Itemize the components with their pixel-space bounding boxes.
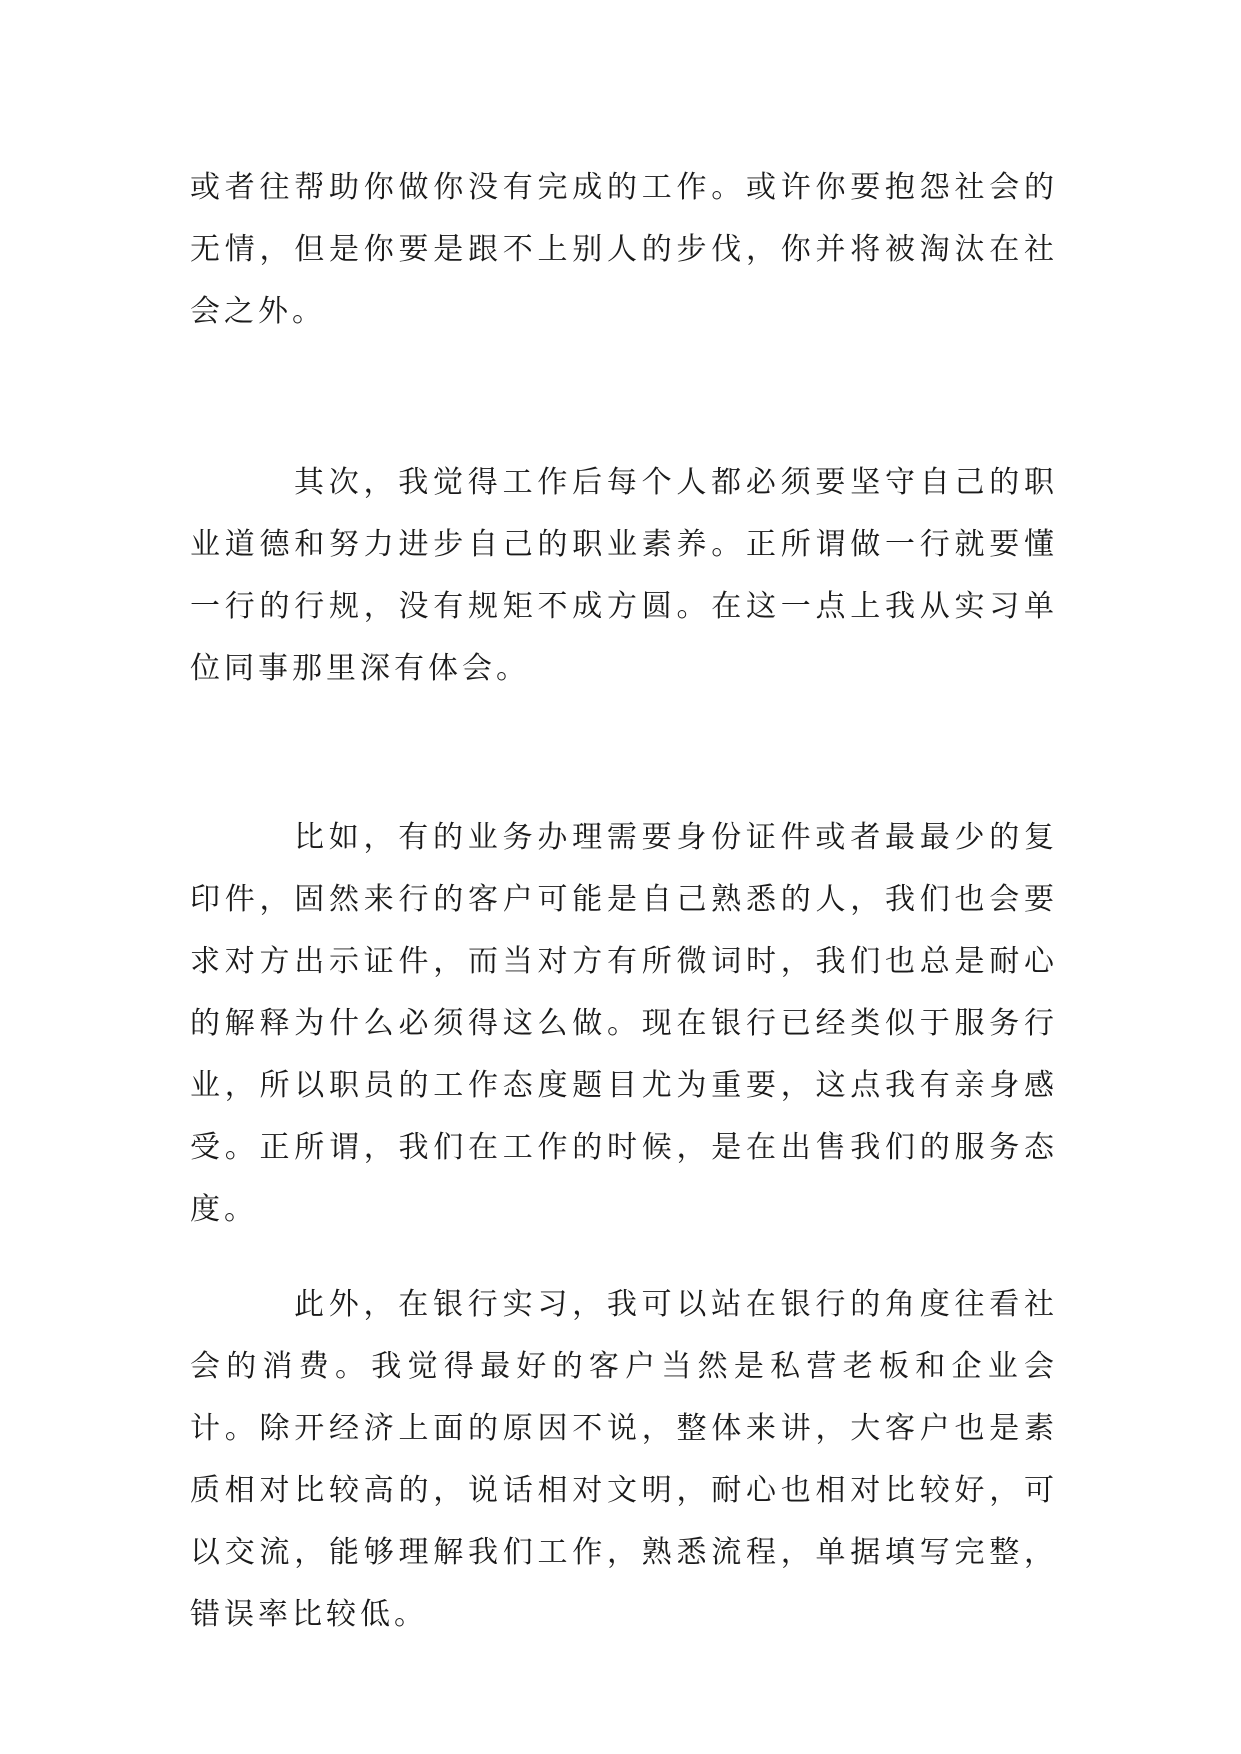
paragraph-3: 比如，有的业务办理需要身份证件或者最最少的复印件，固然来行的客户可能是自己熟悉的人，我们也会要求对方出示证件，而当对方有所微词时，我们也总是耐心的解释为什么必须得这么做。现在银行已经类似于服务行业，所以职员的工作态度题目尤为重要，这点我有亲身感受。正所谓，我们在工作的时候，是在出售我们的服务态度。: [190, 820, 1058, 1227]
paragraph-1: 或者往帮助你做你没有完成的工作。或许你要抱怨社会的无情，但是你要是跟不上别人的步伐，你并将被淘汰在社会之外。: [190, 170, 1058, 329]
paragraph-2: 其次，我觉得工作后每个人都必须要坚守自己的职业道德和努力进步自己的职业素养。正所谓做一行就要懂一行的行规，没有规矩不成方圆。在这一点上我从实习单位同事那里深有体会。: [190, 465, 1058, 686]
paragraph-4: 此外，在银行实习，我可以站在银行的角度往看社会的消费。我觉得最好的客户当然是私营老板和企业会计。除开经济上面的原因不说，整体来讲，大客户也是素质相对比较高的，说话相对文明，耐心也相对比较好，可以交流，能够理解我们工作，熟悉流程，单据填写完整，错误率比较低。: [190, 1287, 1058, 1632]
